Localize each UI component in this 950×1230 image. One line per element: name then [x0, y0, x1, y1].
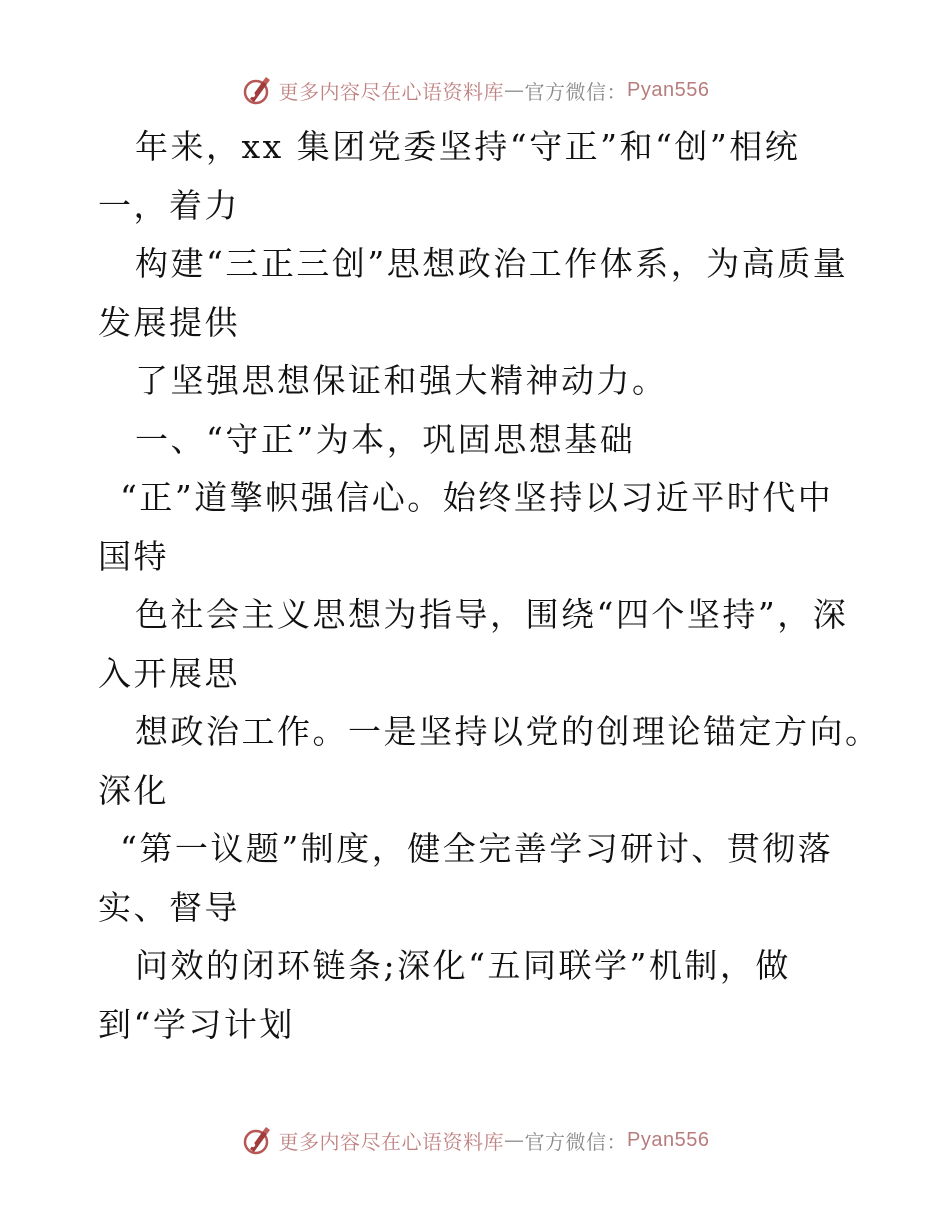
text-line: 想政治工作。一是坚持以党的创理论锚定方向。	[135, 712, 881, 751]
text-line: 深化	[98, 770, 169, 810]
text-line: 国特	[98, 536, 169, 576]
watermark-separator: —	[504, 78, 525, 102]
text-line: 一，着力	[98, 185, 240, 225]
watermark-label: 官方微信：	[524, 1129, 628, 1154]
logo-pen-icon	[241, 73, 275, 107]
text-line: 构建“三正三创”思想政治工作体系，为高质量	[135, 244, 849, 283]
text-line: 实、督导	[98, 887, 240, 927]
text-line: “第一议题”制度，健全完善学习研讨、贯彻落	[120, 829, 834, 868]
text-line: “正”道擎帜强信心。始终坚持以习近平时代中	[120, 478, 834, 517]
text-line: 了坚强思想保证和强大精神动力。	[135, 361, 668, 400]
text-line: 到“学习计划	[98, 1004, 295, 1044]
footer-watermark	[0, 1120, 950, 1160]
text-line: 入开展思	[98, 653, 240, 693]
watermark-text: 更多内容尽在心语资料库	[278, 79, 505, 104]
text-line: 问效的闭环链条;深化“五同联学”机制，做	[135, 946, 791, 985]
watermark-wechat-id: Pyan556	[627, 78, 710, 101]
text-line: 色社会主义思想为指导，围绕“四个坚持”，深	[135, 595, 849, 634]
document-body	[98, 118, 881, 1054]
watermark-label: 官方微信：	[524, 79, 628, 104]
text-line: 年来，xx 集团党委坚持“守正”和“创”相统	[135, 127, 801, 166]
watermark-separator: —	[504, 1128, 525, 1152]
watermark-wechat-id: Pyan556	[627, 1128, 710, 1151]
watermark-text: 更多内容尽在心语资料库	[278, 1129, 505, 1154]
section-heading: 一、“守正”为本，巩固思想基础	[135, 419, 636, 459]
header-watermark	[0, 70, 950, 110]
text-line: 发展提供	[98, 302, 240, 342]
logo-pen-icon	[241, 1123, 275, 1157]
